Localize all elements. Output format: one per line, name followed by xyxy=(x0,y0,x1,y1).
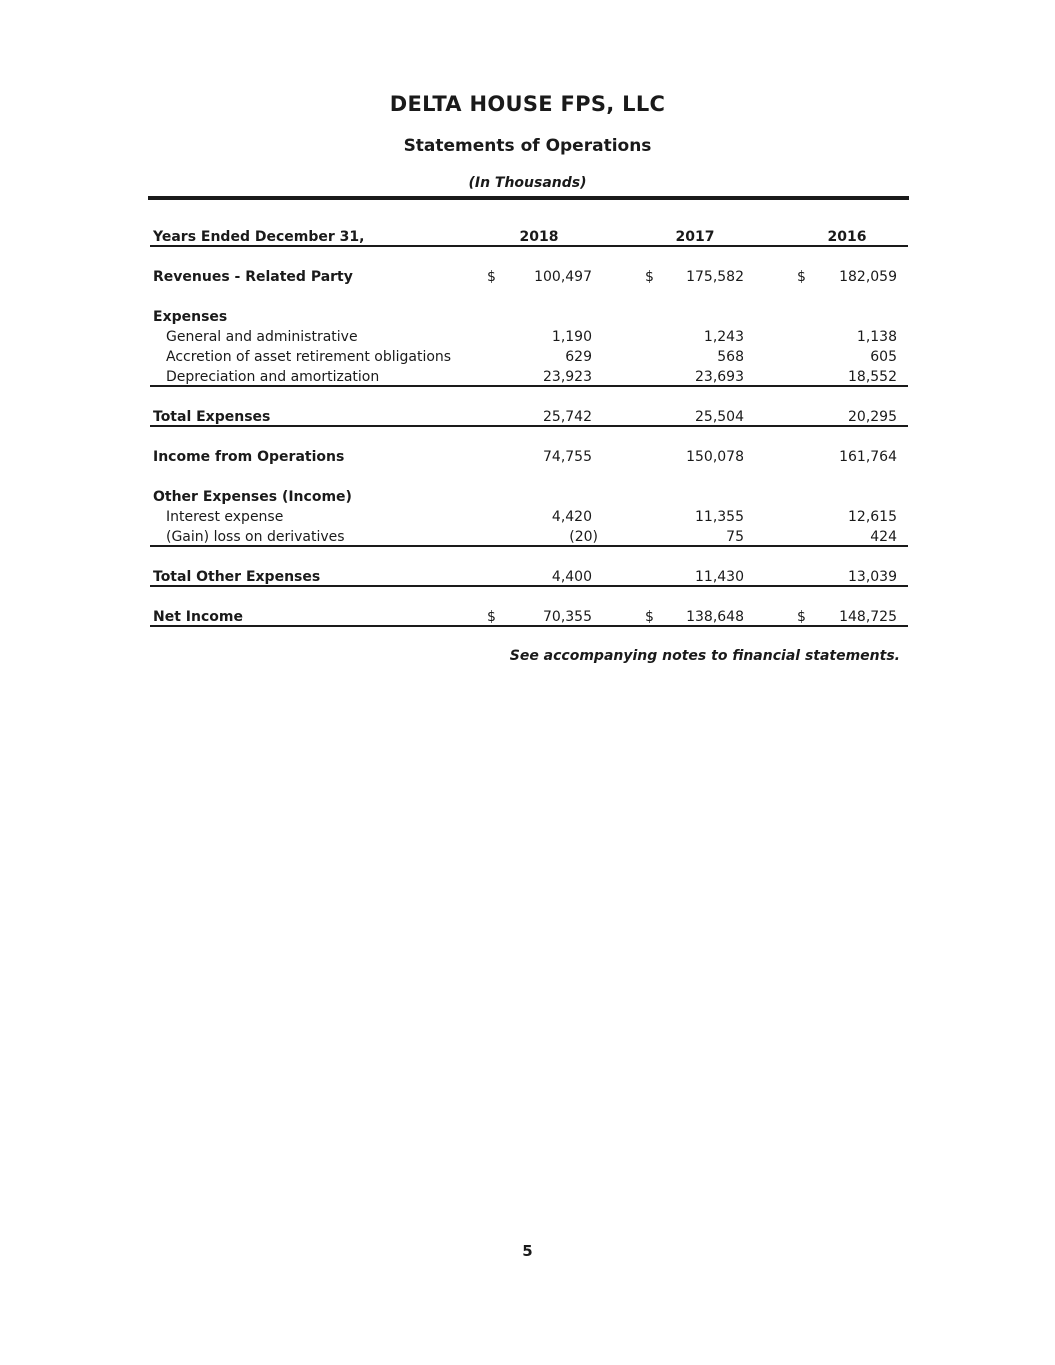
other-expense-item-2017: 75 xyxy=(726,529,744,545)
total-expenses-2017: 25,504 xyxy=(695,409,744,425)
page-number: 5 xyxy=(522,1242,533,1260)
net-income-2018: 70,355 xyxy=(543,609,592,625)
expense-item-2018: 629 xyxy=(565,349,592,365)
net-income-rule xyxy=(150,625,908,627)
expense-item-2016: 1,138 xyxy=(856,329,897,345)
income-from-operations-2016: 161,764 xyxy=(839,449,897,465)
currency-symbol: $ xyxy=(797,609,806,625)
other-expenses-subtotal-rule xyxy=(150,545,908,547)
expense-item-label: Depreciation and amortization xyxy=(166,369,380,385)
expense-item-2018: 23,923 xyxy=(543,369,592,385)
total-other-expenses-rule xyxy=(150,585,908,587)
net-income-label: Net Income xyxy=(153,609,243,625)
income-from-operations-2017: 150,078 xyxy=(686,449,744,465)
other-expense-item-2018: 4,420 xyxy=(551,509,592,525)
expenses-section-label: Expenses xyxy=(153,309,228,325)
statement-title: Statements of Operations xyxy=(403,136,652,156)
units-note: (In Thousands) xyxy=(468,175,587,191)
other-expense-item-label: Interest expense xyxy=(166,509,284,525)
other-expense-item-2018: (20) xyxy=(569,529,598,545)
total-other-expenses-label: Total Other Expenses xyxy=(153,569,321,585)
column-header-2016: 2016 xyxy=(827,229,867,245)
expense-item-2017: 568 xyxy=(717,349,744,365)
other-expense-item-label: (Gain) loss on derivatives xyxy=(166,529,345,545)
expense-item-2017: 23,693 xyxy=(695,369,744,385)
revenues-label: Revenues - Related Party xyxy=(153,269,353,285)
net-income-2017: 138,648 xyxy=(686,609,744,625)
total-expenses-label: Total Expenses xyxy=(153,409,271,425)
expenses-subtotal-rule xyxy=(150,385,908,387)
total-other-expenses-2016: 13,039 xyxy=(848,569,897,585)
currency-symbol: $ xyxy=(797,269,806,285)
total-expenses-2018: 25,742 xyxy=(543,409,592,425)
expense-item-2016: 18,552 xyxy=(848,369,897,385)
other-expense-item-2016: 12,615 xyxy=(848,509,897,525)
expense-item-2018: 1,190 xyxy=(551,329,592,345)
net-income-2016: 148,725 xyxy=(839,609,897,625)
expense-item-label: General and administrative xyxy=(166,329,358,345)
company-name: DELTA HOUSE FPS, LLC xyxy=(389,92,666,116)
income-from-operations-label: Income from Operations xyxy=(153,449,345,465)
revenues-2017: 175,582 xyxy=(686,269,744,285)
total-other-expenses-2017: 11,430 xyxy=(695,569,744,585)
currency-symbol: $ xyxy=(645,609,654,625)
total-expenses-rule xyxy=(150,425,908,427)
expense-item-2016: 605 xyxy=(870,349,897,365)
column-header-underline xyxy=(150,245,908,247)
other-expense-item-2017: 11,355 xyxy=(695,509,744,525)
total-other-expenses-2018: 4,400 xyxy=(551,569,592,585)
footnote: See accompanying notes to financial statements. xyxy=(509,648,900,664)
currency-symbol: $ xyxy=(487,269,496,285)
currency-symbol: $ xyxy=(487,609,496,625)
expense-item-label: Accretion of asset retirement obligations xyxy=(166,349,452,365)
total-expenses-2016: 20,295 xyxy=(848,409,897,425)
column-header-label: Years Ended December 31, xyxy=(153,229,365,245)
revenues-2018: 100,497 xyxy=(534,269,592,285)
column-header-2017: 2017 xyxy=(675,229,715,245)
expense-item-2017: 1,243 xyxy=(703,329,744,345)
other-expense-item-2016: 424 xyxy=(870,529,897,545)
revenues-2016: 182,059 xyxy=(839,269,897,285)
other-expenses-section-label: Other Expenses (Income) xyxy=(153,489,352,505)
currency-symbol: $ xyxy=(645,269,654,285)
income-from-operations-2018: 74,755 xyxy=(543,449,592,465)
column-header-2018: 2018 xyxy=(519,229,559,245)
